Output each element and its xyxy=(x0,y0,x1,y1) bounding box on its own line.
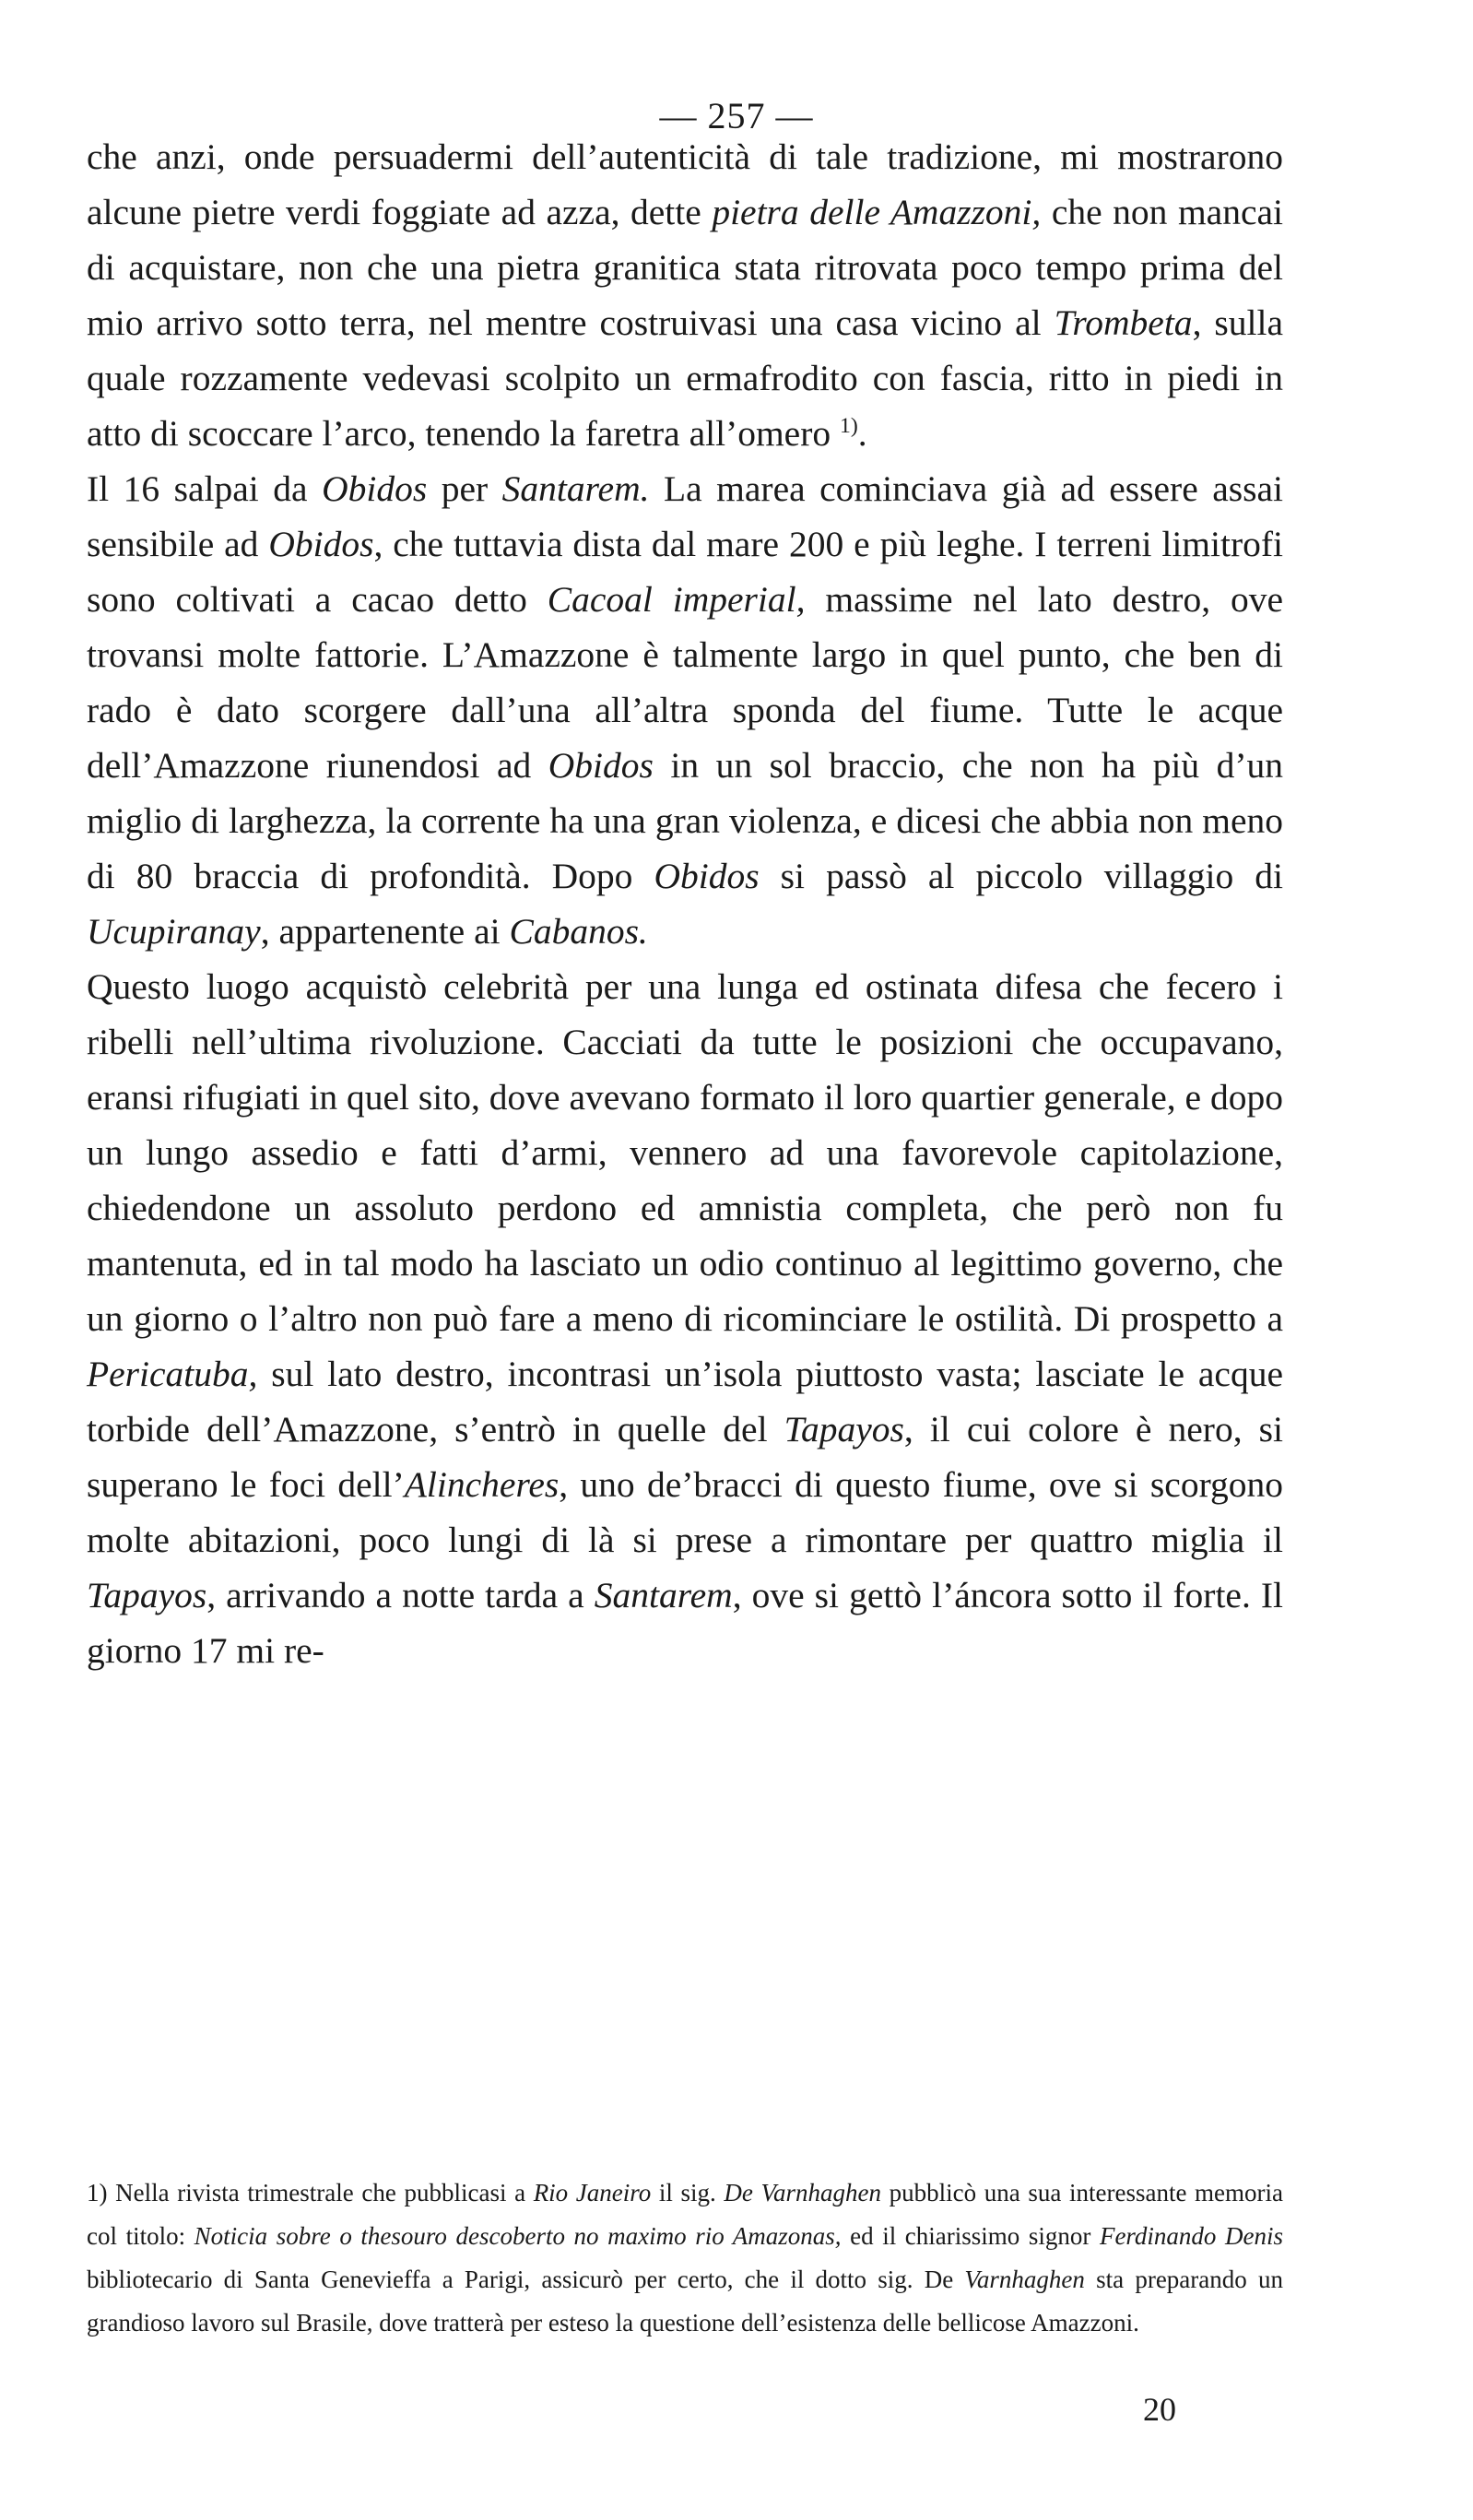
main-text xyxy=(87,129,1283,1678)
text-segment: bibliotecario di Santa Genevieffa a Parigi, assicurò per certo, che il dotto sig. De xyxy=(87,2266,965,2293)
text-segment: , sulla quale rozzamente vedevasi scolpito un ermafrodito con fascia, ritto in piedi in atto di scoccare l’arco, tenendo la faretra all’omero xyxy=(87,302,1283,454)
text-segment: , ove si gettò l’áncora sotto il forte. Il giorno 17 mi re- xyxy=(87,1575,1283,1671)
italic-text-segment: Tapayos xyxy=(87,1575,207,1615)
italic-text-segment: Santarem xyxy=(594,1575,733,1615)
italic-text-segment: Cacoal imperial, xyxy=(547,579,806,620)
italic-text-segment: Trombeta xyxy=(1054,302,1193,343)
text-segment: Questo luogo acquistò celebrità per una lunga ed ostinata difesa che fecero i ribelli nell’ultima rivoluzione. Cacciati da tutte le posizioni che occupavano, eransi rifugiati in quel sito, dove avevano formato il loro quartier generale, e dopo un lungo assedio e fatti d’armi, vennero ad una favorevole capitolazione, chiedendone un assoluto perdono ed amnistia completa, che però non fu mantenuta, ed in tal modo ha lasciato un odio continuo al legittimo governo, che un giorno o l’altro non può fare a meno di ricominciare le ostilità. Di prospetto a xyxy=(87,966,1283,1339)
text-segment: che anzi, onde persuadermi dell’autenticità di tale tradizione, mi mostrarono alcune pietre verdi foggiate ad azza, dette xyxy=(87,136,1283,232)
italic-text-segment: Ferdinando Denis xyxy=(1099,2222,1284,2250)
text-segment: , arrivando a notte tarda a xyxy=(206,1575,595,1615)
text-segment: , che tuttavia dista dal mare 200 e più leghe. I terreni limitrofi sono coltivati a cacao detto xyxy=(87,524,1284,620)
text-segment: La marea cominciava già ad essere assai sensibile ad xyxy=(87,468,1284,564)
italic-text-segment: Alincheres xyxy=(404,1464,560,1505)
text-segment: 1) Nella rivista trimestrale che pubblicasi a xyxy=(87,2179,534,2206)
italic-text-segment: Obidos xyxy=(322,468,428,509)
page-number: — 257 — xyxy=(659,95,814,136)
italic-text-segment: Ucupiranay xyxy=(87,911,261,952)
text-segment: massime nel lato destro, ove trovansi molte fattorie. L’Amazzone è talmente largo in quel punto, che ben di rado è dato scorgere dall’una all’altra sponda del fiume. Tutte le acque dell’Amazzone riunendosi ad xyxy=(87,579,1283,786)
footnote-text xyxy=(87,2171,1283,2345)
text-segment: , uno de’bracci di questo fiume, ove si scorgono molte abitazioni, poco lungi di là si prese a rimontare per quattro miglia il xyxy=(87,1464,1284,1560)
text-segment: che non mancai di acquistare, non che una pietra granitica stata ritrovata poco tempo prima del mio arrivo sotto terra, nel mentre costruivasi una casa vicino al xyxy=(87,192,1283,343)
italic-text-segment: Cabanos. xyxy=(509,911,648,952)
text-segment: il sig. xyxy=(651,2179,725,2206)
italic-text-segment: Obidos xyxy=(548,745,654,786)
italic-text-segment: Santarem. xyxy=(501,468,650,509)
paragraph-2 xyxy=(87,461,1283,959)
italic-text-segment: De Varnhaghen xyxy=(724,2179,882,2206)
italic-text-segment: Tapayos xyxy=(784,1409,904,1449)
text-segment: pubblicò una sua interessante memoria col titolo: xyxy=(87,2179,1284,2250)
italic-text-segment: pietra delle Amazzoni, xyxy=(712,192,1042,232)
text-segment: in un sol braccio, che non ha più d’un miglio di larghezza, la corrente ha una gran violenza, e dicesi che abbia non meno di 80 braccia di profondità. Dopo xyxy=(87,745,1283,896)
italic-text-segment: Obidos xyxy=(654,856,760,896)
text-segment: ed il chiarissimo signor xyxy=(841,2222,1100,2250)
text-segment: sul lato destro, incontrasi un’isola piuttosto vasta; lasciate le acque torbide dell’Amazzone, s’entrò in quelle del xyxy=(87,1354,1283,1449)
text-segment: , il cui colore è nero, si superano le foci dell’ xyxy=(87,1409,1284,1505)
italic-text-segment: Noticia sobre o thesouro descoberto no maximo rio Amazonas, xyxy=(194,2222,842,2250)
paragraph-3 xyxy=(87,959,1283,1678)
text-segment: per xyxy=(427,468,502,509)
signature-mark: 20 xyxy=(1143,2391,1176,2428)
text-segment: . xyxy=(857,413,867,454)
italic-text-segment: Rio Janeiro xyxy=(533,2179,652,2206)
text-segment: si passò al piccolo villaggio di xyxy=(759,856,1283,896)
footnote xyxy=(87,2171,1283,2345)
text-segment: , appartenente ai xyxy=(260,911,510,952)
text-segment: Il 16 salpai da xyxy=(87,468,323,509)
text-segment: sta preparando un grandioso lavoro sul Brasile, dove tratterà per esteso la questione dell’esistenza delle bellicose Amazzoni. xyxy=(87,2266,1283,2337)
italic-text-segment: Varnhaghen xyxy=(964,2266,1085,2293)
italic-text-segment: Pericatuba, xyxy=(87,1354,258,1394)
footnote-marker: 1) xyxy=(839,413,858,438)
italic-text-segment: Obidos xyxy=(268,524,374,564)
paragraph-1 xyxy=(87,129,1283,461)
